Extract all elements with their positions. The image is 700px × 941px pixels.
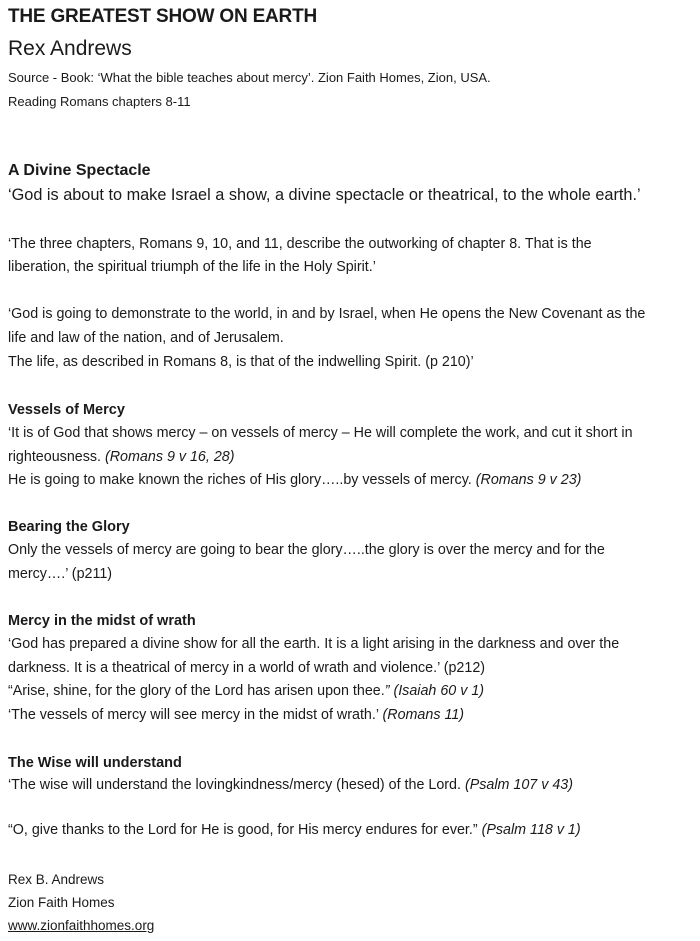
vessels-line2-text: righteousness. (8, 449, 105, 465)
wise-line1-text: ‘The wise will understand the lovingkindness/mercy (hesed) of the Lord. (8, 777, 465, 793)
vessels-line1: ‘It is of God that shows mercy – on vessels of mercy – He will complete the work, and cut it short in (8, 425, 633, 441)
wise-line1-ref: (Psalm 107 v 43) (464, 777, 574, 793)
heading-divine-spectacle: A Divine Spectacle (8, 162, 151, 179)
wrath-line4 (8, 707, 464, 723)
wise-line2-ref: (Psalm 118 v 1) (481, 822, 581, 838)
wrath-line3-ref: ” (Isaiah 60 v 1) (384, 683, 485, 699)
divine-lead-quote: ‘God is about to make Israel a show, a divine spectacle or theatrical, to the whole earth.’ (8, 186, 641, 204)
heading-mercy-midst-of-wrath: Mercy in the midst of wrath (8, 613, 196, 629)
source-line: Source - Book: ‘What the bible teaches about mercy’. Zion Faith Homes, Zion, USA. (8, 70, 491, 85)
footer-website-link[interactable]: www.zionfaithhomes.org (8, 918, 155, 933)
wrath-line3 (8, 683, 484, 699)
wrath-line1: ‘God has prepared a divine show for all the earth. It is a light arising in the darkness and over the (8, 636, 620, 652)
vessels-line2-ref: (Romans 9 v 16, 28) (104, 449, 235, 465)
wise-line1 (8, 777, 573, 793)
heading-vessels-of-mercy: Vessels of Mercy (8, 402, 125, 418)
glory-line2: mercy….’ (p211) (8, 566, 113, 582)
divine-para2-line1: ‘God is going to demonstrate to the world, in and by Israel, when He opens the New Covenant as the (8, 306, 646, 322)
author-name: Rex Andrews (8, 37, 132, 60)
vessels-line3-text: He is going to make known the riches of His glory…..by vessels of mercy. (8, 472, 476, 488)
wise-line2-text: “O, give thanks to the Lord for He is good, for His mercy endures for ever.” (8, 822, 482, 838)
vessels-line3 (8, 472, 581, 488)
wrath-line4-text: ‘The vessels of mercy will see mercy in the midst of wrath.’ (8, 707, 383, 723)
vessels-line2 (8, 449, 235, 465)
page-title: THE GREATEST SHOW ON EARTH (8, 6, 318, 27)
heading-bearing-the-glory: Bearing the Glory (8, 519, 130, 535)
wrath-line3-text: “Arise, shine, for the glory of the Lord has arisen upon thee. (8, 683, 385, 699)
divine-para2-line2: life and law of the nation, and of Jerusalem. (8, 330, 284, 346)
vessels-line3-ref: (Romans 9 v 23) (475, 472, 582, 488)
wrath-line4-ref: (Romans 11) (382, 707, 465, 723)
footer-org: Zion Faith Homes (8, 895, 115, 910)
wrath-line2: darkness. It is a theatrical of mercy in a world of wrath and violence.’ (p212) (8, 660, 486, 676)
glory-line1: Only the vessels of mercy are going to bear the glory…..the glory is over the mercy and for the (8, 542, 605, 558)
footer-name: Rex B. Andrews (8, 872, 105, 887)
wise-line2 (8, 822, 581, 838)
divine-para1-line1: ‘The three chapters, Romans 9, 10, and 11, describe the outworking of chapter 8. That is the (8, 236, 592, 252)
divine-para1-line2: liberation, the spiritual triumph of the life in the Holy Spirit.’ (8, 259, 376, 275)
reading-line: Reading Romans chapters 8-11 (8, 94, 191, 109)
heading-wise-will-understand: The Wise will understand (8, 755, 182, 771)
divine-para2-line3: The life, as described in Romans 8, is that of the indwelling Spirit. (p 210)’ (8, 354, 474, 370)
